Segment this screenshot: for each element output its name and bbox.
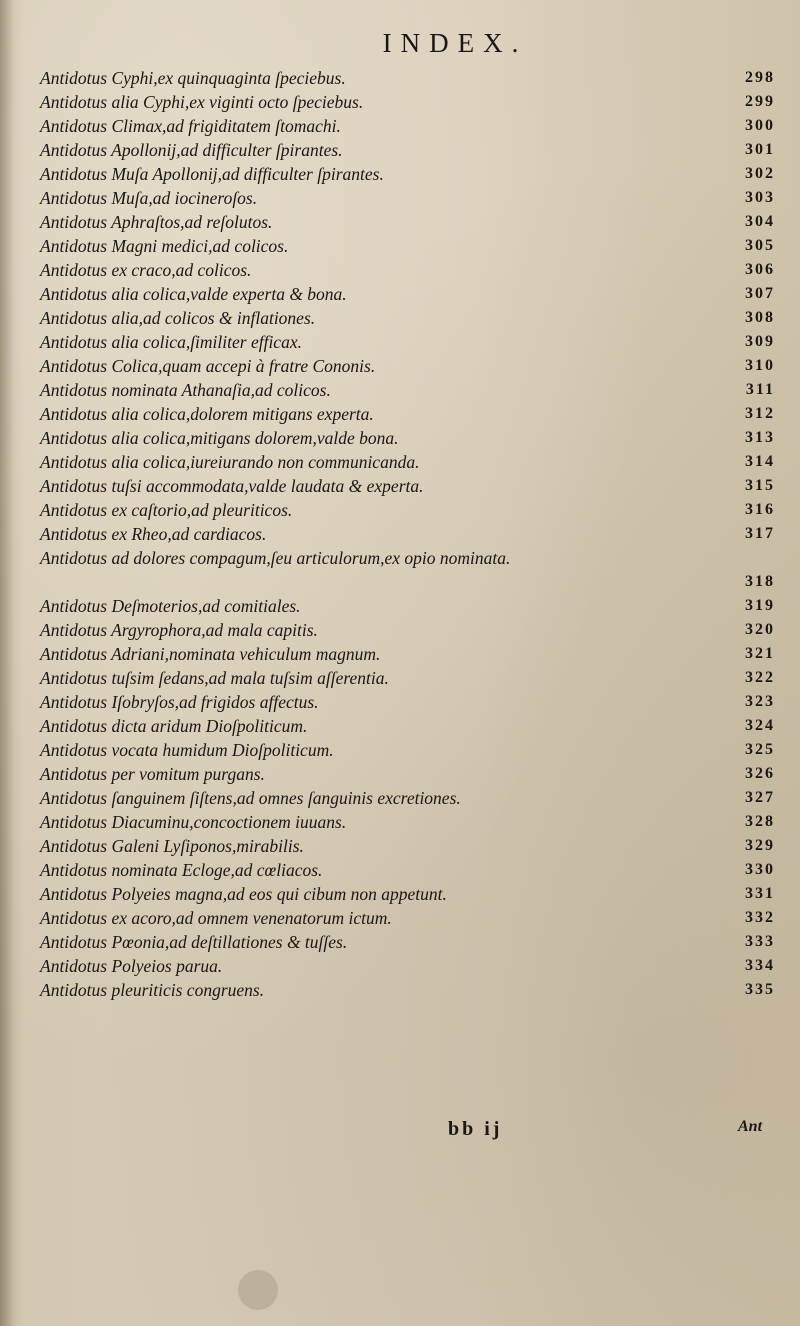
entry-text: Antidotus alia colica,ſimiliter efficax. xyxy=(40,332,302,352)
entry-text: Antidotus Cyphi,ex quinquaginta ſpeciebus. xyxy=(40,68,346,88)
index-entry xyxy=(40,186,785,210)
entry-text: Antidotus alia colica,mitigans dolorem,valde bona. xyxy=(40,428,399,448)
index-entry xyxy=(40,762,785,786)
paper-stain xyxy=(238,1270,278,1310)
entry-text: Antidotus pleuriticis congruens. xyxy=(40,980,265,1000)
entry-page-number: 318 xyxy=(745,573,775,590)
entry-page-number: 305 xyxy=(745,237,775,254)
entry-text: Antidotus Magni medici,ad colicos. xyxy=(40,236,289,256)
index-entry xyxy=(40,498,785,522)
entry-text: Antidotus per vomitum purgans. xyxy=(40,764,265,784)
signature-mark: bb ij xyxy=(448,1118,503,1140)
entry-text: Antidotus nominata Athanaſia,ad colicos. xyxy=(40,380,331,400)
index-entry xyxy=(40,402,785,426)
index-entries xyxy=(40,66,785,1002)
index-entry xyxy=(40,162,785,186)
index-entry xyxy=(40,90,785,114)
index-entry xyxy=(40,354,785,378)
index-entry xyxy=(40,906,785,930)
index-entry xyxy=(40,618,785,642)
entry-page-number: 333 xyxy=(745,933,775,950)
entry-page-number: 323 xyxy=(745,693,775,710)
entry-text: Antidotus tuſsi accommodata,valde laudata & experta. xyxy=(40,476,424,496)
index-entry xyxy=(40,810,785,834)
entry-page-number: 301 xyxy=(745,141,775,158)
index-entry xyxy=(40,594,785,618)
index-entry xyxy=(40,714,785,738)
index-entry xyxy=(40,234,785,258)
entry-text: Antidotus ad dolores compagum,ſeu articulorum,ex opio nominata. xyxy=(40,548,511,568)
entry-page-number: 312 xyxy=(745,405,775,422)
index-entry xyxy=(40,522,785,546)
entry-page-number: 303 xyxy=(745,189,775,206)
entry-page-number: 309 xyxy=(745,333,775,350)
entry-page-number: 298 xyxy=(745,69,775,86)
entry-page-number: 313 xyxy=(745,429,775,446)
entry-text: Antidotus alia colica,valde experta & bona. xyxy=(40,284,347,304)
entry-page-number: 319 xyxy=(745,597,775,614)
catchword: Ant xyxy=(738,1118,763,1135)
index-entry xyxy=(40,690,785,714)
entry-page-number: 308 xyxy=(745,309,775,326)
index-entry xyxy=(40,858,785,882)
index-entry xyxy=(40,210,785,234)
page-footer xyxy=(0,1118,800,1148)
entry-page-number: 321 xyxy=(745,645,775,662)
entry-text: Antidotus Muſa,ad iocineroſos. xyxy=(40,188,258,208)
entry-page-number: 300 xyxy=(745,117,775,134)
entry-page-number: 307 xyxy=(745,285,775,302)
index-entry xyxy=(40,330,785,354)
entry-page-number: 328 xyxy=(745,813,775,830)
index-entry xyxy=(40,786,785,810)
entry-text: Antidotus alia colica,iureiurando non communicanda. xyxy=(40,452,420,472)
index-entry xyxy=(40,834,785,858)
entry-page-number: 331 xyxy=(745,885,775,902)
entry-page-number: 311 xyxy=(745,381,775,398)
entry-text: Antidotus Argyrophora,ad mala capitis. xyxy=(40,620,318,640)
entry-text: Antidotus Diacuminu,concoctionem iuuans. xyxy=(40,812,347,832)
entry-page-number: 317 xyxy=(745,525,775,542)
entry-page-number: 316 xyxy=(745,501,775,518)
index-entry xyxy=(40,258,785,282)
entry-page-number: 326 xyxy=(745,765,775,782)
entry-text: Antidotus alia Cyphi,ex viginti octo ſpeciebus. xyxy=(40,92,364,112)
entry-text: Antidotus Apollonij,ad difficulter ſpirantes. xyxy=(40,140,343,160)
page-title: INDEX. xyxy=(382,28,528,58)
entry-page-number: 314 xyxy=(745,453,775,470)
entry-text: Antidotus dicta aridum Dioſpoliticum. xyxy=(40,716,308,736)
entry-text: Antidotus tuſsim ſedans,ad mala tuſsim aſſerentia. xyxy=(40,668,389,688)
index-entry xyxy=(40,306,785,330)
index-entry xyxy=(40,930,785,954)
entry-text: Antidotus Colica,quam accepi à fratre Cononis. xyxy=(40,356,376,376)
entry-page-number: 304 xyxy=(745,213,775,230)
entry-page-number: 310 xyxy=(745,357,775,374)
entry-text: Antidotus Deſmoterios,ad comitiales. xyxy=(40,596,301,616)
entry-page-number: 335 xyxy=(745,981,775,998)
entry-page-number: 299 xyxy=(745,93,775,110)
index-entry xyxy=(40,474,785,498)
entry-text: Antidotus Adriani,nominata vehiculum magnum. xyxy=(40,644,381,664)
entry-text: Antidotus Aphraſtos,ad reſolutos. xyxy=(40,212,273,232)
index-entry xyxy=(40,954,785,978)
entry-text: Antidotus alia colica,dolorem mitigans experta. xyxy=(40,404,374,424)
entry-page-number: 320 xyxy=(745,621,775,638)
entry-text: Antidotus Muſa Apollonij,ad difficulter ſpirantes. xyxy=(40,164,384,184)
entry-text: Antidotus ex Rheo,ad cardiacos. xyxy=(40,524,267,544)
entry-text: Antidotus ex caſtorio,ad pleuriticos. xyxy=(40,500,293,520)
entry-page-number: 327 xyxy=(745,789,775,806)
entry-text: Antidotus Galeni Lyſiponos,mirabilis. xyxy=(40,836,304,856)
entry-text: Antidotus vocata humidum Dioſpoliticum. xyxy=(40,740,334,760)
entry-text: Antidotus ex craco,ad colicos. xyxy=(40,260,252,280)
entry-page-number: 306 xyxy=(745,261,775,278)
index-entry xyxy=(40,738,785,762)
entry-page-number: 302 xyxy=(745,165,775,182)
entry-text: Antidotus alia,ad colicos & inflationes. xyxy=(40,308,316,328)
index-entry xyxy=(40,138,785,162)
entry-text: Antidotus Pœonia,ad deſtillationes & tuſſes. xyxy=(40,932,348,952)
entry-page-number: 334 xyxy=(745,957,775,974)
entry-text: Antidotus Iſobryſos,ad frigidos affectus. xyxy=(40,692,319,712)
entry-page-number: 330 xyxy=(745,861,775,878)
index-entry xyxy=(40,666,785,690)
entry-text: Antidotus ſanguinem ſiſtens,ad omnes ſanguinis excretiones. xyxy=(40,788,461,808)
entry-page-number: 329 xyxy=(745,837,775,854)
index-entry xyxy=(40,450,785,474)
entry-page-number: 325 xyxy=(745,741,775,758)
entry-text: Antidotus ex acoro,ad omnem venenatorum ictum. xyxy=(40,908,392,928)
index-entry xyxy=(40,642,785,666)
index-entry xyxy=(40,114,785,138)
index-entry xyxy=(40,426,785,450)
entry-text: Antidotus Polyeios parua. xyxy=(40,956,223,976)
index-entry xyxy=(40,546,785,594)
entry-page-number: 322 xyxy=(745,669,775,686)
index-entry xyxy=(40,282,785,306)
index-entry xyxy=(40,978,785,1002)
entry-text: Antidotus Climax,ad frigiditatem ſtomachi. xyxy=(40,116,341,136)
index-entry xyxy=(40,378,785,402)
entry-page-number: 324 xyxy=(745,717,775,734)
entry-page-number: 315 xyxy=(745,477,775,494)
entry-page-number: 332 xyxy=(745,909,775,926)
entry-text: Antidotus nominata Ecloge,ad cœliacos. xyxy=(40,860,323,880)
index-entry xyxy=(40,882,785,906)
index-entry xyxy=(40,66,785,90)
entry-text: Antidotus Polyeies magna,ad eos qui cibum non appetunt. xyxy=(40,884,447,904)
